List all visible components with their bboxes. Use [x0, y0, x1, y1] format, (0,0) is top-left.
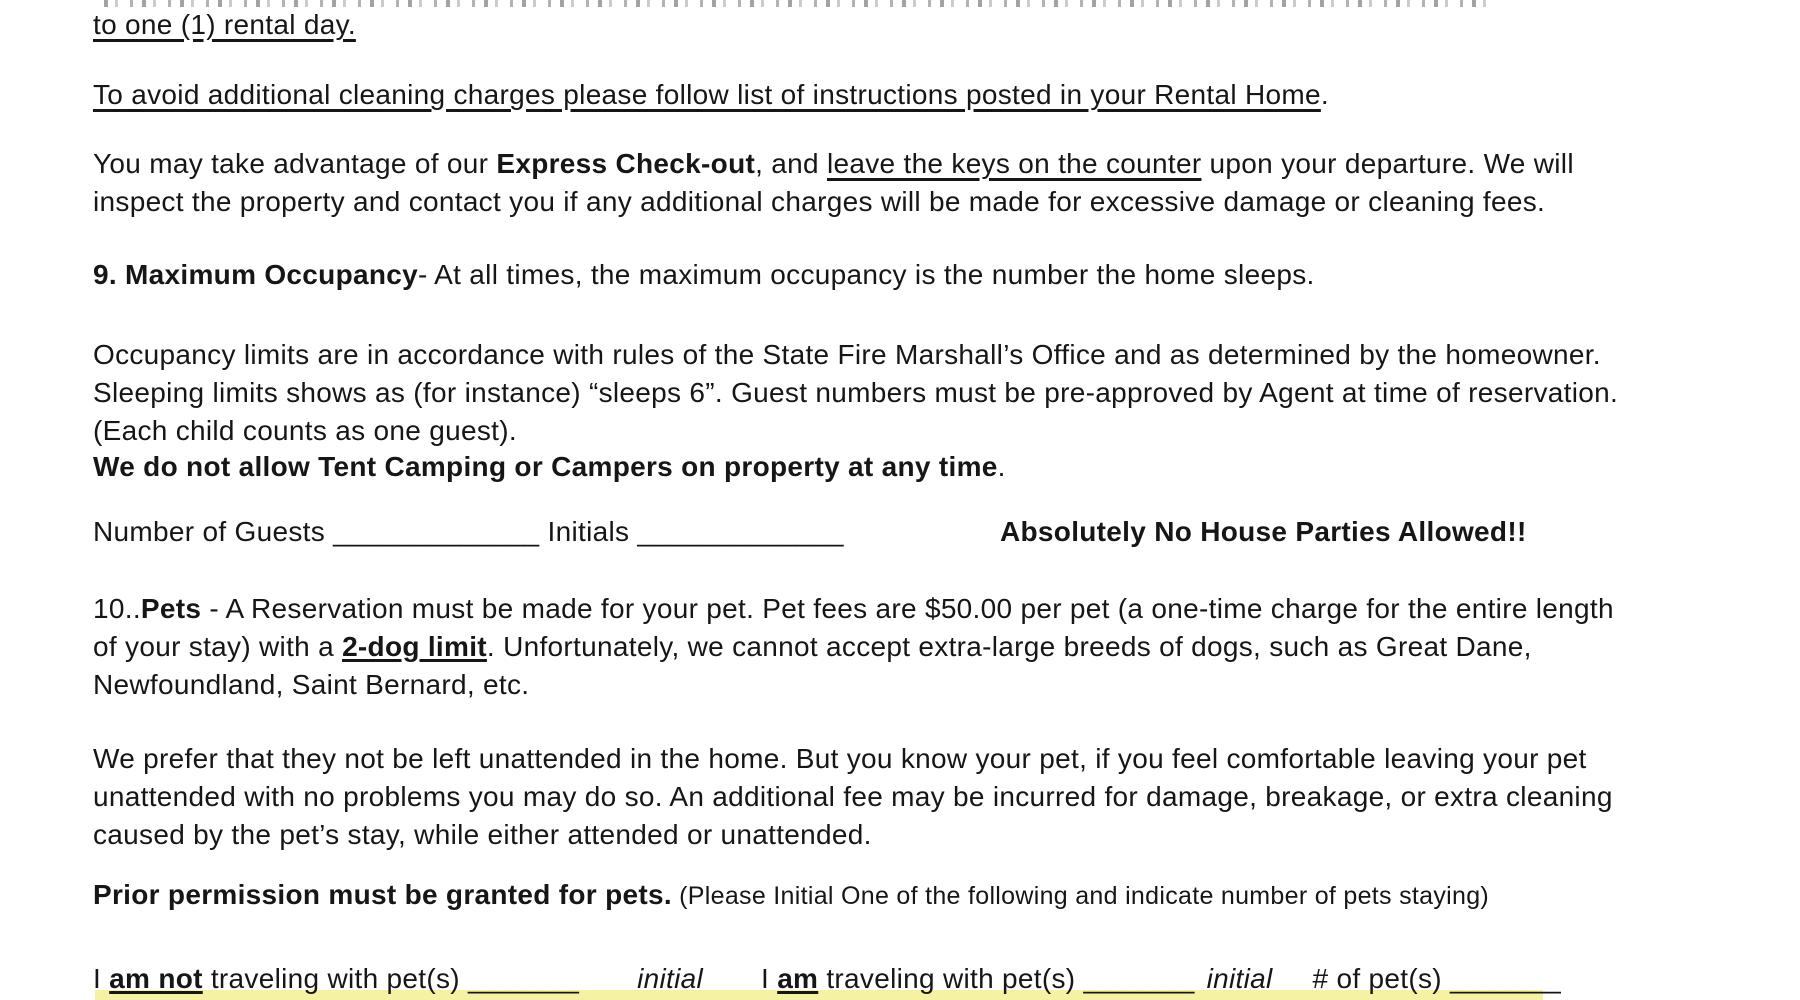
pets-l2-pre: of your stay) with a	[93, 631, 343, 662]
am-bold: am	[777, 963, 819, 994]
am-not-initial-blank: _______	[467, 963, 580, 994]
no-camping-bold: We do not allow Tent Camping or Campers on property at any time	[93, 451, 998, 482]
two-dog-limit-bold: 2-dog limit	[342, 631, 487, 662]
initials-label: Initials	[539, 516, 638, 547]
rental-day-text: to one (1) rental day.	[93, 9, 356, 40]
unattended-l3-text: caused by the pet’s stay, while either attended or unattended.	[93, 819, 872, 850]
pets-para-line-1	[93, 592, 1700, 626]
am-not-bold: am not	[109, 963, 203, 994]
initial-label-2: initial	[1206, 963, 1273, 994]
occupancy-heading-rest: - At all times, the maximum occupancy is the number the home sleeps.	[418, 259, 1315, 290]
initials-blank-field: _____________	[637, 516, 844, 547]
unattended-l2-text: unattended with no problems you may do so. An additional fee may be incurred for damage, breakage, or extra cleaning	[93, 781, 1613, 812]
unattended-para-line-3	[93, 818, 1700, 852]
initial-label-1: initial	[637, 963, 704, 994]
guests-initials-line	[93, 515, 1700, 549]
express-post: upon your departure. We will	[1201, 148, 1574, 179]
prior-permission-bold: Prior permission must be granted for pets.	[93, 879, 672, 910]
express-mid: , and	[755, 148, 827, 179]
express-pre: You may take advantage of our	[93, 148, 497, 179]
traveling-text-1: traveling with pet(s)	[202, 963, 468, 994]
occupancy-heading-bold: 9. Maximum Occupancy	[93, 259, 419, 290]
line-rental-day	[93, 8, 1700, 42]
occupancy-l2-text: Sleeping limits shows as (for instance) “sleeps 6”. Guest numbers must be pre-approved by Agent at time of reservation.	[93, 377, 1619, 408]
pets-l1-text: - A Reservation must be made for your pet. Pet fees are $50.00 per pet (a one-time charge for the entire length	[201, 593, 1614, 624]
keys-on-counter-underlined: leave the keys on the counter	[826, 148, 1202, 179]
prior-permission-line	[93, 878, 1700, 912]
unattended-para-line-1	[93, 742, 1700, 776]
number-of-pets-blank: _______	[1449, 963, 1562, 994]
am-initial-blank: _______	[1083, 963, 1195, 994]
pets-para-line-2	[93, 630, 1700, 664]
traveling-text-2: traveling with pet(s)	[818, 963, 1084, 994]
i-text-1: I	[93, 963, 110, 994]
pet-initial-choice-line	[93, 962, 1700, 996]
number-of-guests-label: Number of Guests	[93, 516, 334, 547]
occupancy-l1-text: Occupancy limits are in accordance with rules of the State Fire Marshall’s Office and as determined by the homeowner.	[93, 339, 1601, 370]
occupancy-l3-text: (Each child counts as one guest).	[93, 415, 517, 446]
no-camping-line	[93, 450, 1700, 484]
pets-heading-bold: Pets	[140, 593, 202, 624]
prior-permission-note: (Please Initial One of the following and indicate number of pets staying)	[671, 882, 1490, 910]
guests-blank-field: _____________	[333, 516, 540, 547]
pets-section-number: 10..	[93, 593, 141, 624]
cleaning-charges-text: To avoid additional cleaning charges please follow list of instructions posted in your Rental Home	[93, 79, 1321, 110]
express-checkout-line-2	[93, 185, 1700, 219]
pets-l2-rest: . Unfortunately, we cannot accept extra-large breeds of dogs, such as Great Dane,	[486, 631, 1532, 662]
number-of-pets-label: # of pet(s)	[1312, 963, 1450, 994]
no-house-parties-text: Absolutely No House Parties Allowed!!	[1000, 516, 1527, 547]
occupancy-para-line-1	[93, 338, 1700, 372]
no-camping-period: .	[997, 451, 1006, 482]
heading-maximum-occupancy	[93, 258, 1700, 292]
i-text-2: I	[761, 963, 778, 994]
pets-para-line-3	[93, 668, 1700, 702]
unattended-para-line-2	[93, 780, 1700, 814]
unattended-l1-text: We prefer that they not be left unattended in the home. But you know your pet, if you feel comfortable leaving your pet	[93, 743, 1587, 774]
express-checkout-line-1	[93, 147, 1700, 181]
pets-l3-text: Newfoundland, Saint Bernard, etc.	[93, 669, 530, 700]
line-cleaning-charges	[93, 78, 1700, 112]
occupancy-para-line-3	[93, 414, 1700, 448]
clipped-previous-line	[104, 0, 1494, 7]
express-checkout-bold: Express Check-out	[496, 148, 756, 179]
express-line2-text: inspect the property and contact you if any additional charges will be made for excessive damage or cleaning fees.	[93, 186, 1546, 217]
cleaning-charges-period: .	[1320, 79, 1329, 110]
occupancy-para-line-2	[93, 376, 1700, 410]
